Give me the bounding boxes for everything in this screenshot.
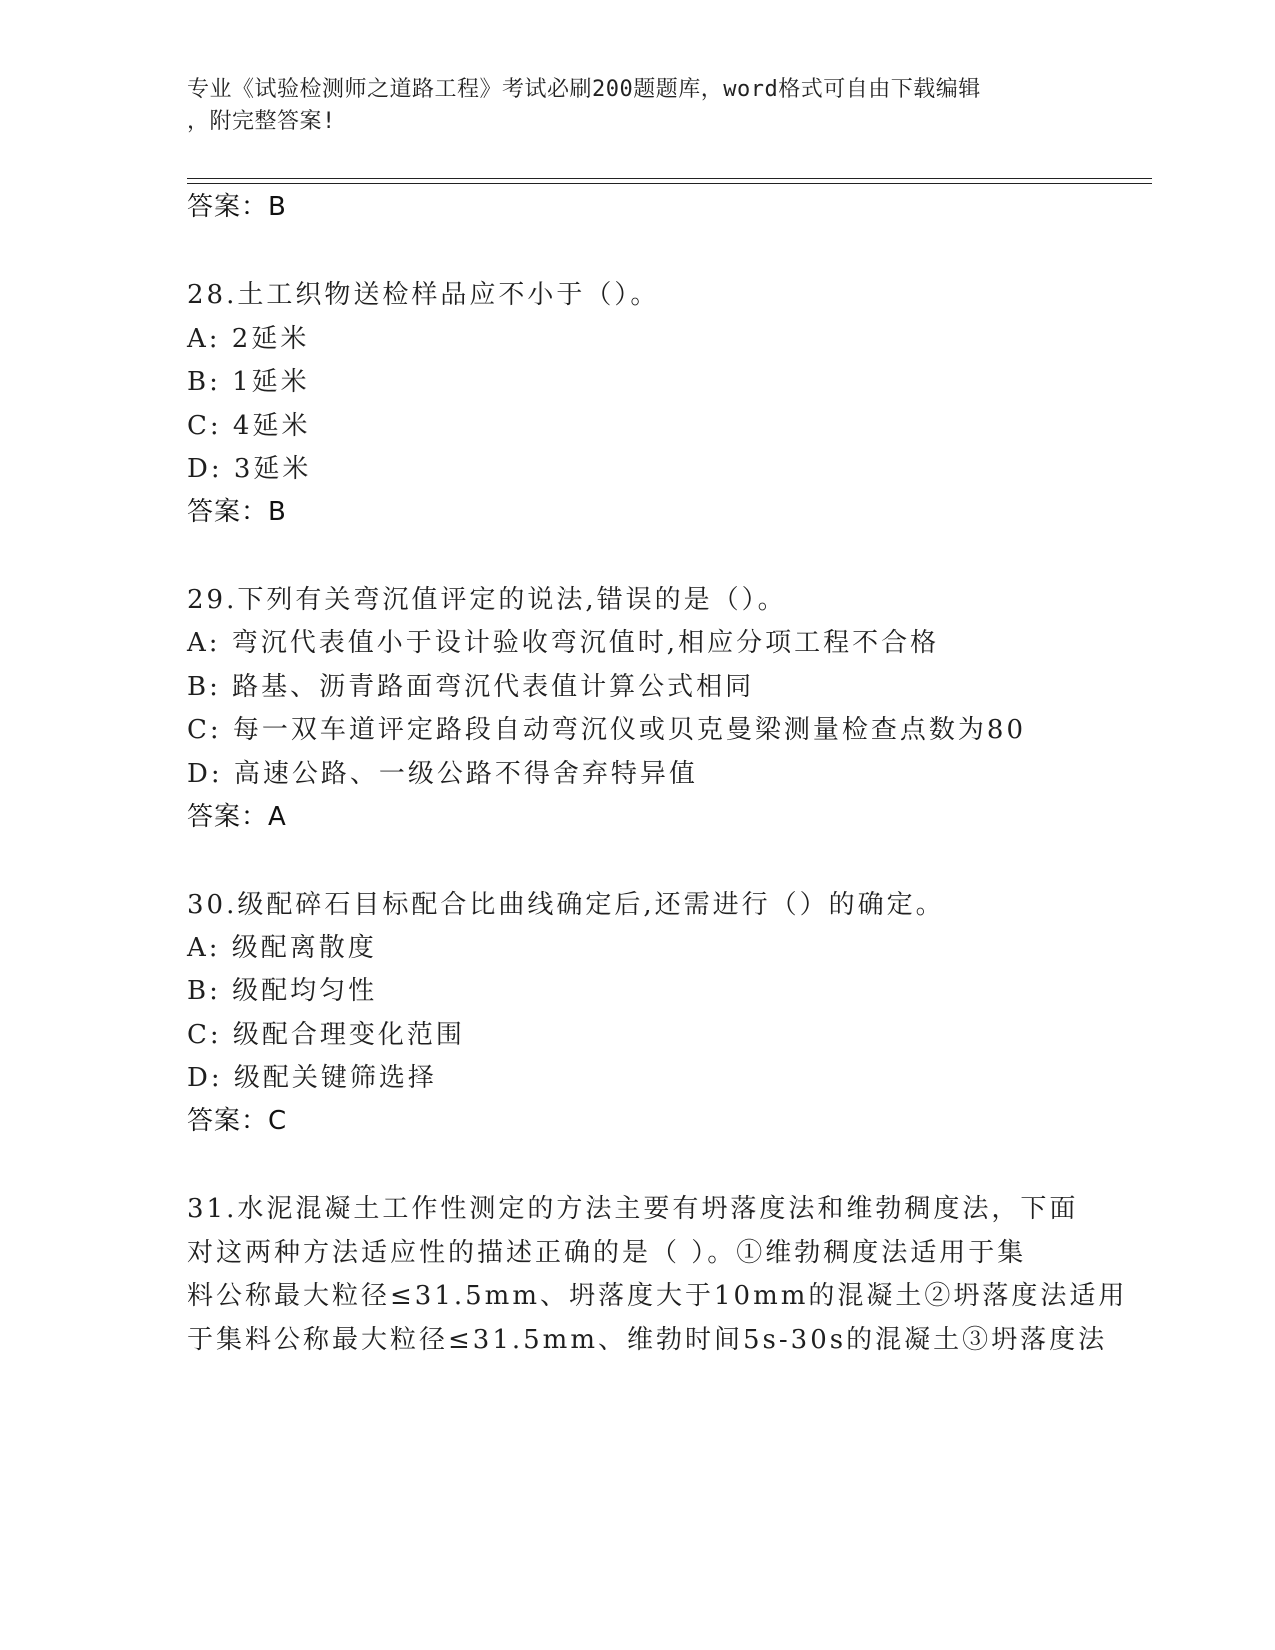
answer-line: 答案：B xyxy=(187,192,287,222)
header-title-line-2: ，附完整答案! xyxy=(187,109,336,134)
option-d: D: 级配关键筛选择 xyxy=(187,1063,437,1093)
question-stem: 28.土工织物送检样品应不小于（）。 xyxy=(187,280,660,310)
question-stem-line: 于集料公称最大粒径≤31.5mm、维勃时间5s-30s的混凝土③坍落度法 xyxy=(187,1325,1108,1355)
answer-line: 答案：B xyxy=(187,497,287,527)
option-b: B: 路基、沥青路面弯沉代表值计算公式相同 xyxy=(187,672,755,702)
question-stem-line: 对这两种方法适应性的描述正确的是（ ）。①维勃稠度法适用于集 xyxy=(187,1238,1027,1268)
header-title-line-1: 专业《试验检测师之道路工程》考试必刷200题题库，word格式可自由下载编辑 xyxy=(187,77,981,102)
option-b: B: 级配均匀性 xyxy=(187,976,378,1006)
option-d: D: 3延米 xyxy=(187,454,312,484)
question-stem: 29.下列有关弯沉值评定的说法,错误的是（）。 xyxy=(187,585,787,615)
option-b: B: 1延米 xyxy=(187,367,310,397)
page-header xyxy=(187,74,1067,138)
option-c: C: 级配合理变化范围 xyxy=(187,1020,465,1050)
answer-line: 答案：A xyxy=(187,802,287,832)
question-stem-line: 31.水泥混凝土工作性测定的方法主要有坍落度法和维勃稠度法，下面 xyxy=(187,1194,1079,1224)
question-stem: 30.级配碎石目标配合比曲线确定后,还需进行（）的确定。 xyxy=(187,890,945,920)
answer-line: 答案：C xyxy=(187,1106,288,1136)
option-a: A: 弯沉代表值小于设计验收弯沉值时,相应分项工程不合格 xyxy=(187,628,940,658)
question-stem-line: 料公称最大粒径≤31.5mm、坍落度大于10mm的混凝土②坍落度法适用 xyxy=(187,1281,1128,1311)
option-c: C: 4延米 xyxy=(187,411,311,441)
option-a: A: 2延米 xyxy=(187,324,310,354)
header-divider-top xyxy=(187,178,1152,179)
option-c: C: 每一双车道评定路段自动弯沉仪或贝克曼梁测量检查点数为80 xyxy=(187,715,1027,745)
option-a: A: 级配离散度 xyxy=(187,933,377,963)
header-divider-bottom xyxy=(187,183,1152,184)
option-d: D: 高速公路、一级公路不得舍弃特异值 xyxy=(187,759,698,789)
